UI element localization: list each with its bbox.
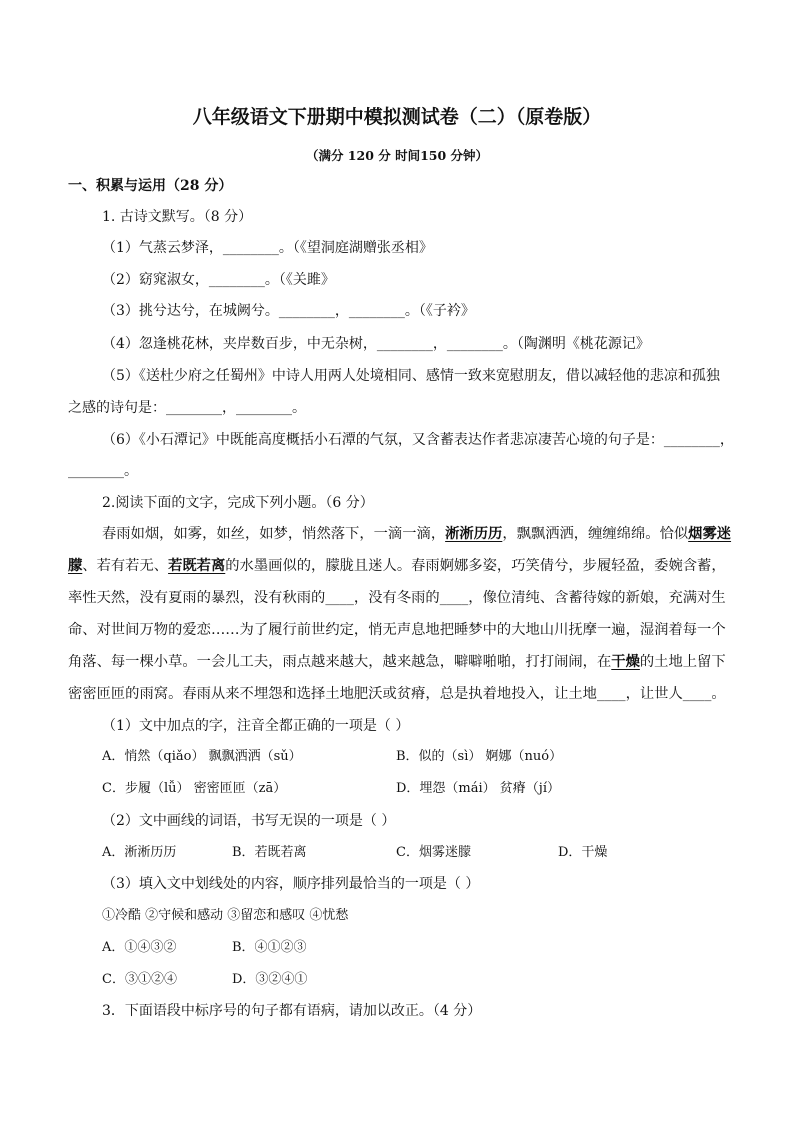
subquestion-1-option-a: A．悄然（qiǎo） 飘飘洒洒（sǔ） <box>102 749 302 764</box>
underlined-word: 淅淅历历 <box>445 526 503 542</box>
passage-line-6: 密密匝匝的雨窝。春雨从来不埋怨和选择土地肥沃或贫瘠，总是执着地投入，让土地____，让世人____。 <box>68 686 726 702</box>
question-1-item-6: （6）《小石潭记》中既能高度概括小石潭的气氛，又含蓄表达作者悲凉凄苦心境的句子是：________， <box>102 432 734 448</box>
underlined-word: 干燥 <box>611 654 640 670</box>
question-3-stem: 3．下面语段中标序号的句子都有语病，请加以改正。（4 分） <box>102 1003 482 1019</box>
subquestion-2-option-c: C．烟雾迷朦 <box>396 845 471 860</box>
question-1-item-3: （3）挑兮达兮，在城阙兮。________，________。（《子衿》 <box>102 303 475 319</box>
page-title: 八年级语文下册期中模拟测试卷（二）（原卷版） <box>192 106 602 128</box>
passage-text: ，飘飘洒洒，缠缠绵绵。恰似 <box>502 526 689 542</box>
subquestion-1-stem: （1）文中加点的字，注音全都正确的一项是（ ） <box>102 718 410 734</box>
subquestion-2-option-d: D．干燥 <box>558 845 608 860</box>
passage-text: 角落、每一棵小草。一会儿工夫，雨点越来越大，越来越急，噼噼啪啪，打打闹闹，在 <box>68 654 612 670</box>
question-1-item-4: （4）忽逢桃花林，夹岸数百步，中无杂树，________，________。（陶渊明《桃花源记》 <box>102 336 650 352</box>
subquestion-3-option-a: A．①④③② <box>102 940 177 955</box>
subquestion-2-option-b: B．若既若离 <box>232 845 307 860</box>
subquestion-1-option-b: B．似的（sì） 婀娜（nuó） <box>396 749 563 764</box>
exam-info: （满分 120 分 时间150 分钟） <box>305 148 489 163</box>
underlined-word: 朦 <box>68 558 83 574</box>
subquestion-3-option-b: B．④①②③ <box>232 940 307 955</box>
subquestion-2-option-a: A．淅淅历历 <box>102 845 177 860</box>
question-1-item-1: （1）气蒸云梦泽，________。（《望洞庭湖赠张丞相》 <box>102 240 433 256</box>
passage-line-4: 命、对世间万物的爱恋……为了履行前世约定，悄无声息地把睡梦中的大地山川抚摩一遍，湿润着每一个 <box>68 622 726 638</box>
passage-line-3: 率性天然，没有夏雨的暴烈，没有秋雨的____，没有冬雨的____，像位清纯、含蓄待嫁的新娘，充满对生 <box>68 590 726 606</box>
subquestion-1-option-c: C．步履（lǚ） 密密匝匝（zā） <box>102 781 287 796</box>
underlined-word: 烟雾迷 <box>688 526 732 542</box>
underlined-word: 若既若离 <box>168 558 226 574</box>
question-1-item-5: （5）《送杜少府之任蜀州》中诗人用两人处境相同、感情一致来宽慰朋友，借以减轻他的悲凉和孤独 <box>102 368 720 384</box>
passage-text: 、若有若无、 <box>82 558 169 574</box>
question-2-stem: 2.阅读下面的文字，完成下列小题。（6 分） <box>102 495 374 511</box>
subquestion-3-option-d: D．③②④① <box>232 972 308 987</box>
passage-line-2 <box>68 556 726 576</box>
section-heading: 一、积累与运用（28 分） <box>68 178 233 194</box>
subquestion-3-option-c: C．③①②④ <box>102 972 177 987</box>
subquestion-1-option-d: D．埋怨（mái） 贫瘠（jí） <box>396 781 560 796</box>
subquestion-2-stem: （2）文中画线的词语，书写无误的一项是（ ） <box>102 813 396 829</box>
question-1-item-2: （2）窈窕淑女，________。（《关雎》 <box>102 272 335 288</box>
passage-text: 的水墨画似的，朦胧且迷人。春雨婀娜多姿，巧笑倩兮，步履轻盈，委婉含蓄， <box>225 558 726 574</box>
subquestion-3-choices: ①冷酷 ②守候和感动 ③留恋和感叹 ④忧愁 <box>102 908 349 923</box>
question-1-item-5-cont: 之感的诗句是：________，________。 <box>68 400 306 416</box>
passage-line-5 <box>68 652 726 672</box>
subquestion-3-stem: （3）填入文中划线处的内容，顺序排列最恰当的一项是（ ） <box>102 876 480 892</box>
question-1-stem: 1. 古诗文默写。（8 分） <box>102 209 253 225</box>
passage-text: 的土地上留下 <box>639 654 726 670</box>
passage-line-1 <box>102 524 731 544</box>
passage-text: 春雨如烟，如雾，如丝，如梦，悄然落下，一滴一滴， <box>102 526 446 542</box>
question-1-item-6-cont: ________。 <box>68 463 138 479</box>
